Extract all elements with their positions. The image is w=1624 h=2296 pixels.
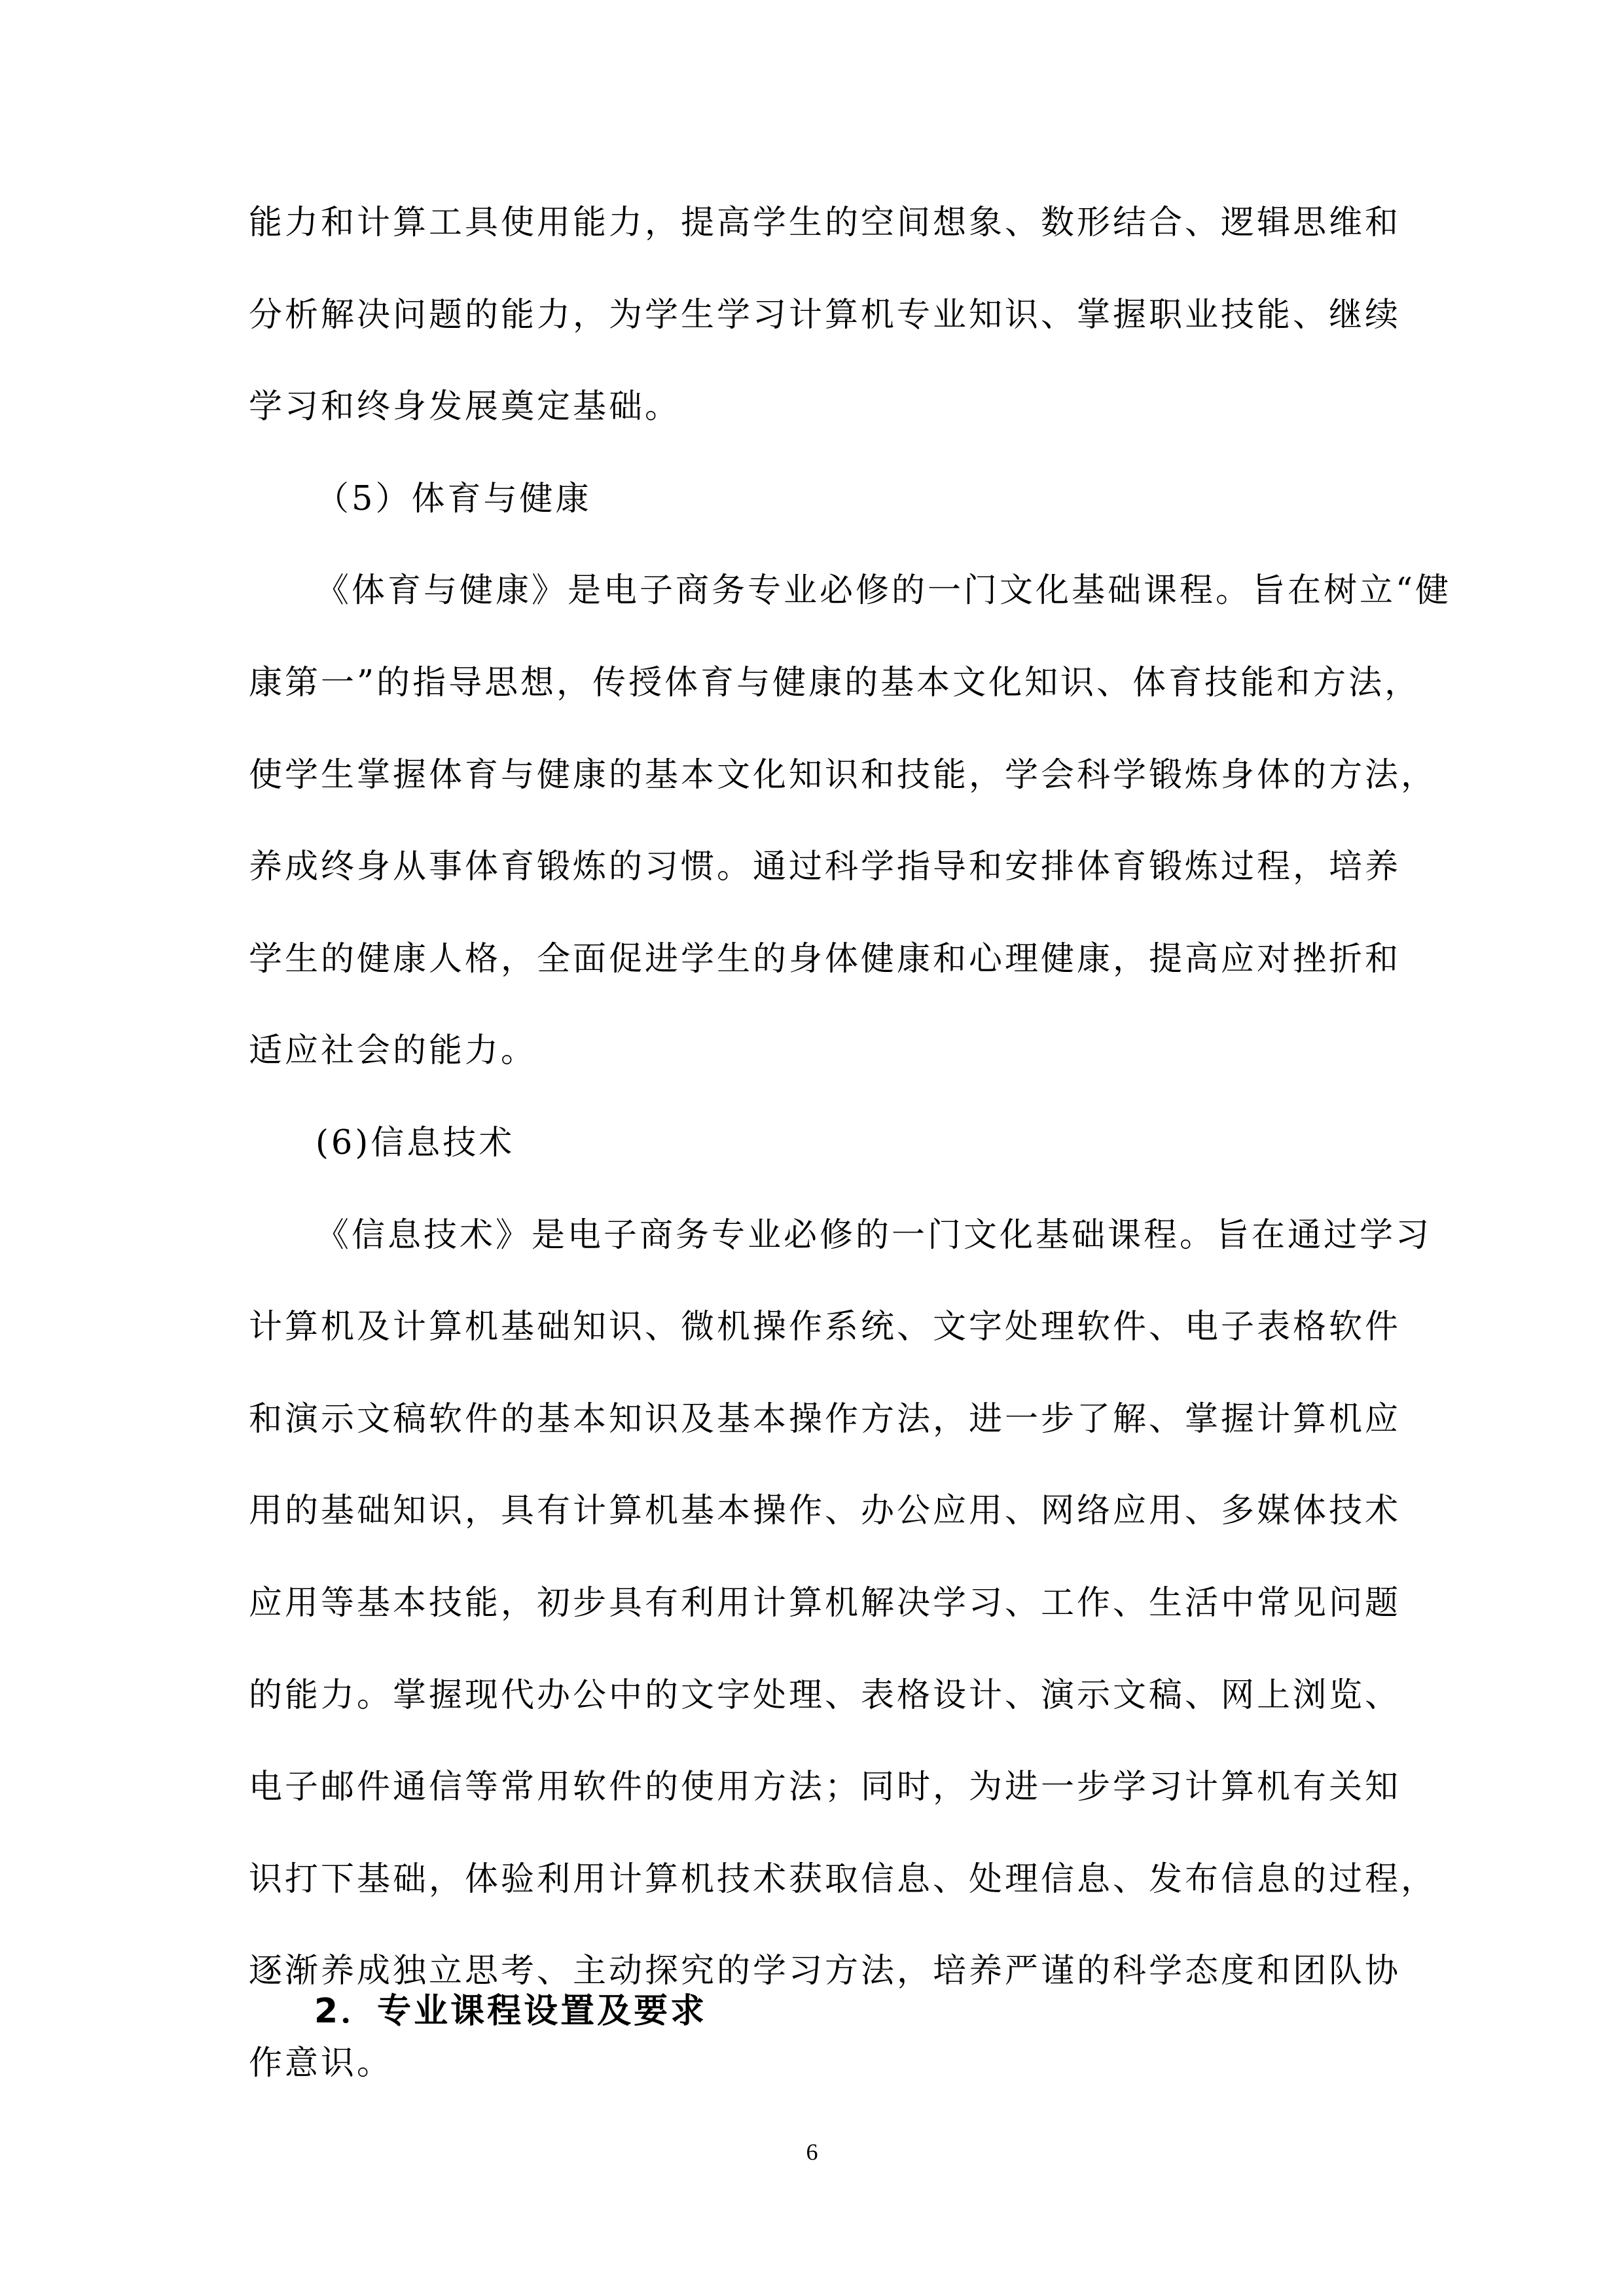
body-text [249,206,1456,2138]
text-line: 学生的健康人格，全面促进学生的身体健康和心理健康，提高应对挫折和 [249,939,1401,978]
text-line: 能力和计算工具使用能力，提高学生的空间想象、数形结合、逻辑思维和 [249,204,1401,242]
text-line: 作意识。 [249,2043,393,2083]
text-line: 计算机及计算机基础知识、微机操作系统、文字处理软件、电子表格软件 [249,1308,1401,1347]
text-line: 养成终身从事体育锻炼的习惯。通过科学指导和安排体育锻炼过程，培养 [249,848,1401,887]
text-line: 逐渐养成独立思考、主动探究的学习方法，培养严谨的科学态度和团队协 [249,1952,1401,1991]
text-line: 康第一”的指导思想，传授体育与健康的基本文化知识、体育技能和方法， [249,663,1421,702]
text-line: 《信息技术》是电子商务专业必修的一门文化基础课程。旨在通过学习 [316,1215,1432,1255]
subsection-heading: (6)信息技术 [316,1123,515,1162]
text-line: 应用等基本技能，初步具有利用计算机解决学习、工作、生活中常见问题 [249,1583,1401,1623]
text-line: 和演示文稿软件的基本知识及基本操作方法，进一步了解、掌握计算机应 [249,1399,1401,1439]
text-line: 使学生掌握体育与健康的基本文化知识和技能，学会科学锻炼身体的方法， [249,755,1437,795]
text-line: 电子邮件通信等常用软件的使用方法；同时，为进一步学习计算机有关知 [249,1768,1401,1807]
text-line: 的能力。掌握现代办公中的文字处理、表格设计、演示文稿、网上浏览、 [249,1676,1401,1715]
subsection-heading: （5）体育与健康 [316,479,592,518]
section-heading: 2．专业课程设置及要求 [314,1992,708,2031]
text-line: 《体育与健康》是电子商务专业必修的一门文化基础课程。旨在树立“健 [316,571,1452,611]
text-line: 用的基础知识，具有计算机基本操作、办公应用、网络应用、多媒体技术 [249,1492,1401,1531]
text-line: 识打下基础，体验利用计算机技术获取信息、处理信息、发布信息的过程， [249,1859,1437,1899]
text-line: 适应社会的能力。 [249,1031,537,1071]
page-number: 6 [806,2139,818,2165]
text-line: 分析解决问题的能力，为学生学习计算机专业知识、掌握职业技能、继续 [249,295,1401,334]
text-line: 学习和终身发展奠定基础。 [249,387,681,427]
